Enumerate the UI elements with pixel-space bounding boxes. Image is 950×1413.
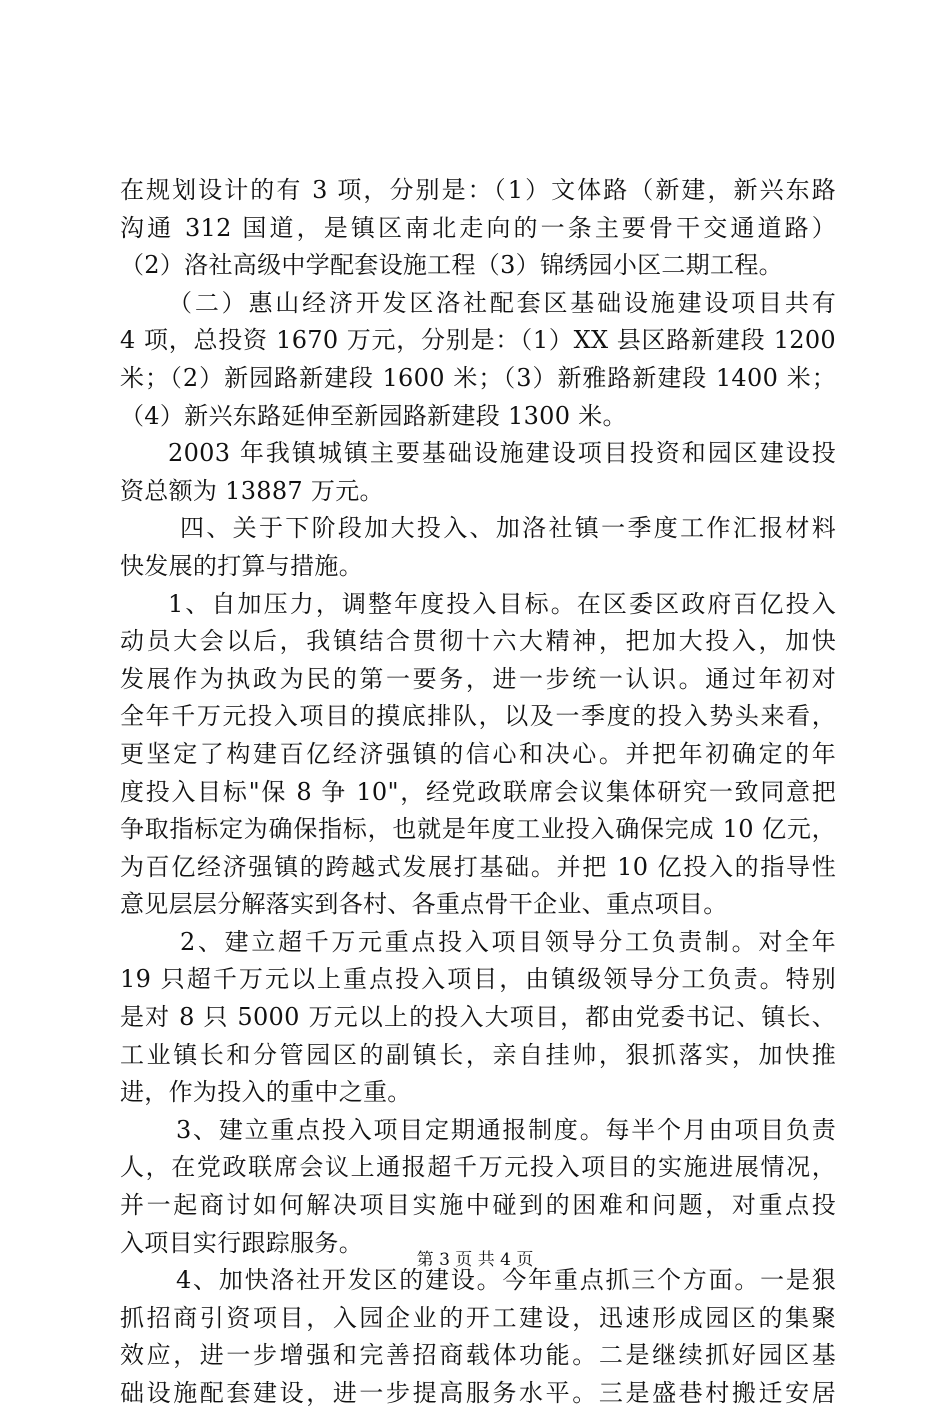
- text-line: 3、建立重点投入项目定期通报制度。每半个月由项目负责: [176, 1115, 836, 1144]
- text-line: 度投入目标"保 8 争 10"，经党政联席会议集体研究一致同意把: [120, 777, 836, 806]
- text-line: 是对 8 只 5000 万元以上的投入大项目，都由党委书记、镇长、: [120, 1003, 836, 1032]
- text-line: 发展作为执政为民的第一要务，进一步统一认识。通过年初对: [120, 664, 836, 693]
- document-body: [120, 172, 836, 1413]
- text-line: （二）惠山经济开发区洛社配套区基础设施建设项目共有: [168, 288, 836, 317]
- text-line: （2）洛社高级中学配套设施工程（3）锦绣园小区二期工程。: [120, 251, 783, 280]
- text-line: 沟通 312 国道，是镇区南北走向的一条主要骨干交通道路）: [120, 213, 836, 242]
- text-line: 础设施配套建设，进一步提高服务水平。三是盛巷村搬迁安居: [120, 1379, 836, 1407]
- text-line: 工业镇长和分管园区的副镇长，亲自挂帅，狠抓落实，加快推: [120, 1040, 836, 1069]
- text-line: 人，在党政联席会议上通报超千万元投入项目的实施进展情况，: [120, 1153, 836, 1182]
- text-line: 入项目实行跟踪服务。: [120, 1228, 363, 1257]
- page-number-footer: 第 3 页 共 4 页: [416, 1250, 534, 1270]
- text-line: 4 项，总投资 1670 万元，分别是：（1）XX 县区路新建段 1200: [120, 326, 836, 355]
- text-line: 快发展的打算与措施。: [120, 551, 363, 580]
- text-line: 并一起商讨如何解决项目实施中碰到的困难和问题，对重点投: [120, 1191, 836, 1220]
- text-line: 19 只超千万元以上重点投入项目，由镇级领导分工负责。特别: [120, 965, 836, 994]
- text-line: 1、自加压力，调整年度投入目标。在区委区政府百亿投入: [168, 589, 836, 618]
- text-line: （4）新兴东路延伸至新园路新建段 1300 米。: [120, 401, 627, 430]
- text-line: 四、关于下阶段加大投入、加洛社镇一季度工作汇报材料: [180, 514, 836, 543]
- text-line: 抓招商引资项目，入园企业的开工建设，迅速形成园区的集聚: [120, 1303, 836, 1332]
- text-line: 动员大会以后，我镇结合贯彻十六大精神，把加大投入，加快: [120, 627, 836, 656]
- text-line: 争取指标定为确保指标，也就是年度工业投入确保完成 10 亿元，: [120, 815, 836, 844]
- text-line: 为百亿经济强镇的跨越式发展打基础。并把 10 亿投入的指导性: [120, 852, 836, 881]
- text-line: 效应，进一步增强和完善招商载体功能。二是继续抓好园区基: [120, 1341, 836, 1370]
- text-line: 2、建立超千万元重点投入项目领导分工负责制。对全年: [180, 927, 836, 956]
- text-line: 进，作为投入的重中之重。: [120, 1078, 412, 1107]
- text-line: 意见层层分解落实到各村、各重点骨干企业、重点项目。: [120, 890, 728, 919]
- text-line: 2003 年我镇城镇主要基础设施建设项目投资和园区建设投: [168, 439, 836, 468]
- text-line: 在规划设计的有 3 项，分别是：（1）文体路（新建，新兴东路: [120, 176, 836, 204]
- text-line: 米；（2）新园路新建段 1600 米；（3）新雅路新建段 1400 米；: [120, 363, 836, 392]
- text-line: 4、加快洛社开发区的建设。今年重点抓三个方面。一是狠: [176, 1266, 836, 1295]
- text-line: 全年千万元投入项目的摸底排队，以及一季度的投入势头来看，: [120, 702, 836, 731]
- text-line: 更坚定了构建百亿经济强镇的信心和决心。并把年初确定的年: [120, 739, 836, 768]
- text-line: 资总额为 13887 万元。: [120, 476, 384, 505]
